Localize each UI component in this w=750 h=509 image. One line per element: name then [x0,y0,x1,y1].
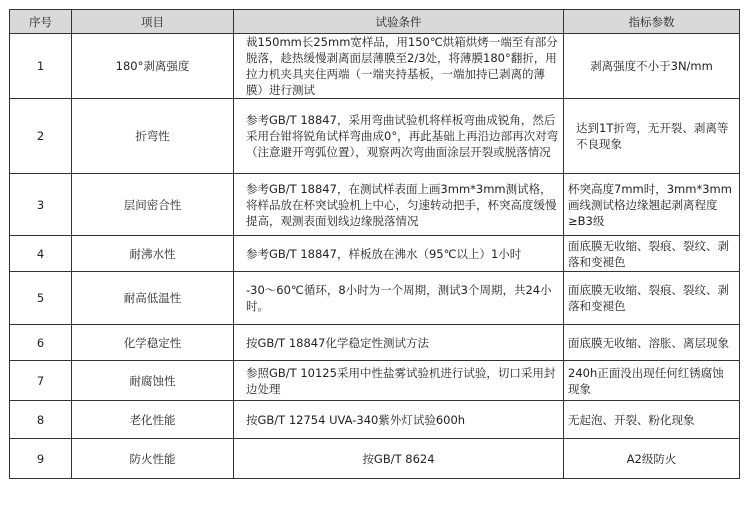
row-item: 层间密合性 [72,174,234,236]
row-condition: 参考GB/T 18847，在测试样表面上画3mm*3mm测试格，将样品放在杯突试验机上中心，匀速转动把手，杯突高度缓慢提高，观测表面划线边缘脱落情况 [234,174,564,236]
row-item: 折弯性 [72,99,234,174]
table-row [10,439,740,479]
header-row [10,10,740,34]
header-no: 序号 [10,10,72,34]
row-condition: -30～60℃循环，8小时为一个周期，测试3个周期，共24小时。 [234,272,564,325]
row-spec: 面底膜无收缩、裂痕、裂纹、剥落和变褪色 [564,272,740,325]
row-spec: 面底膜无收缩、裂痕、裂纹、剥落和变褪色 [564,236,740,272]
row-condition: 参照GB/T 10125采用中性盐雾试验机进行试验，切口采用封边处理 [234,361,564,401]
row-no: 7 [10,361,72,401]
header-spec: 指标参数 [564,10,740,34]
row-item: 耐腐蚀性 [72,361,234,401]
row-item: 防火性能 [72,439,234,479]
row-condition: 按GB/T 18847化学稳定性测试方法 [234,325,564,361]
table-row [10,325,740,361]
table-row [10,272,740,325]
header-item: 项目 [72,10,234,34]
table-row [10,401,740,439]
row-spec: 240h正面没出现任何红锈腐蚀现象 [564,361,740,401]
header-condition: 试验条件 [234,10,564,34]
row-item: 老化性能 [72,401,234,439]
row-item: 180°剥离强度 [72,34,234,99]
row-condition: 参考GB/T 18847，采用弯曲试验机将样板弯曲成锐角，然后采用台钳将锐角试样弯曲成0°，再此基础上再沿边部再次对弯（注意避开弯弧位置），观察两次弯曲面涂层开裂或脱落情况 [234,99,564,174]
row-spec: 无起泡、开裂、粉化现象 [564,401,740,439]
row-condition: 参考GB/T 18847，样板放在沸水（95℃以上）1小时 [234,236,564,272]
table-row [10,236,740,272]
row-condition: 按GB/T 12754 UVA-340紫外灯试验600h [234,401,564,439]
row-no: 1 [10,34,72,99]
row-no: 9 [10,439,72,479]
row-spec: 达到1T折弯，无开裂、剥离等不良现象 [564,99,740,174]
row-condition: 按GB/T 8624 [234,439,564,479]
row-spec: 剥离强度不小于3N/mm [564,34,740,99]
row-no: 5 [10,272,72,325]
row-no: 8 [10,401,72,439]
table-row [10,34,740,99]
row-no: 2 [10,99,72,174]
row-spec: 面底膜无收缩、溶胀、离层现象 [564,325,740,361]
row-item: 耐高低温性 [72,272,234,325]
row-item: 耐沸水性 [72,236,234,272]
table-row [10,361,740,401]
row-condition: 裁150mm长25mm宽样品，用150℃烘箱烘烤一端至有部分脱落，趁热缓慢剥离面层薄膜至2/3处，将薄膜180°翻折，用拉力机夹具夹住两端（一端夹持基板，一端加持已剥离的薄膜）进行测试 [234,34,564,99]
row-spec: 杯突高度7mm时，3mm*3mm画线测试格边缘翘起剥离程度≥B3级 [564,174,740,236]
test-spec-table [9,9,740,479]
table-row [10,99,740,174]
row-no: 4 [10,236,72,272]
table-row [10,174,740,236]
row-no: 6 [10,325,72,361]
row-item: 化学稳定性 [72,325,234,361]
row-spec: A2级防火 [564,439,740,479]
row-no: 3 [10,174,72,236]
